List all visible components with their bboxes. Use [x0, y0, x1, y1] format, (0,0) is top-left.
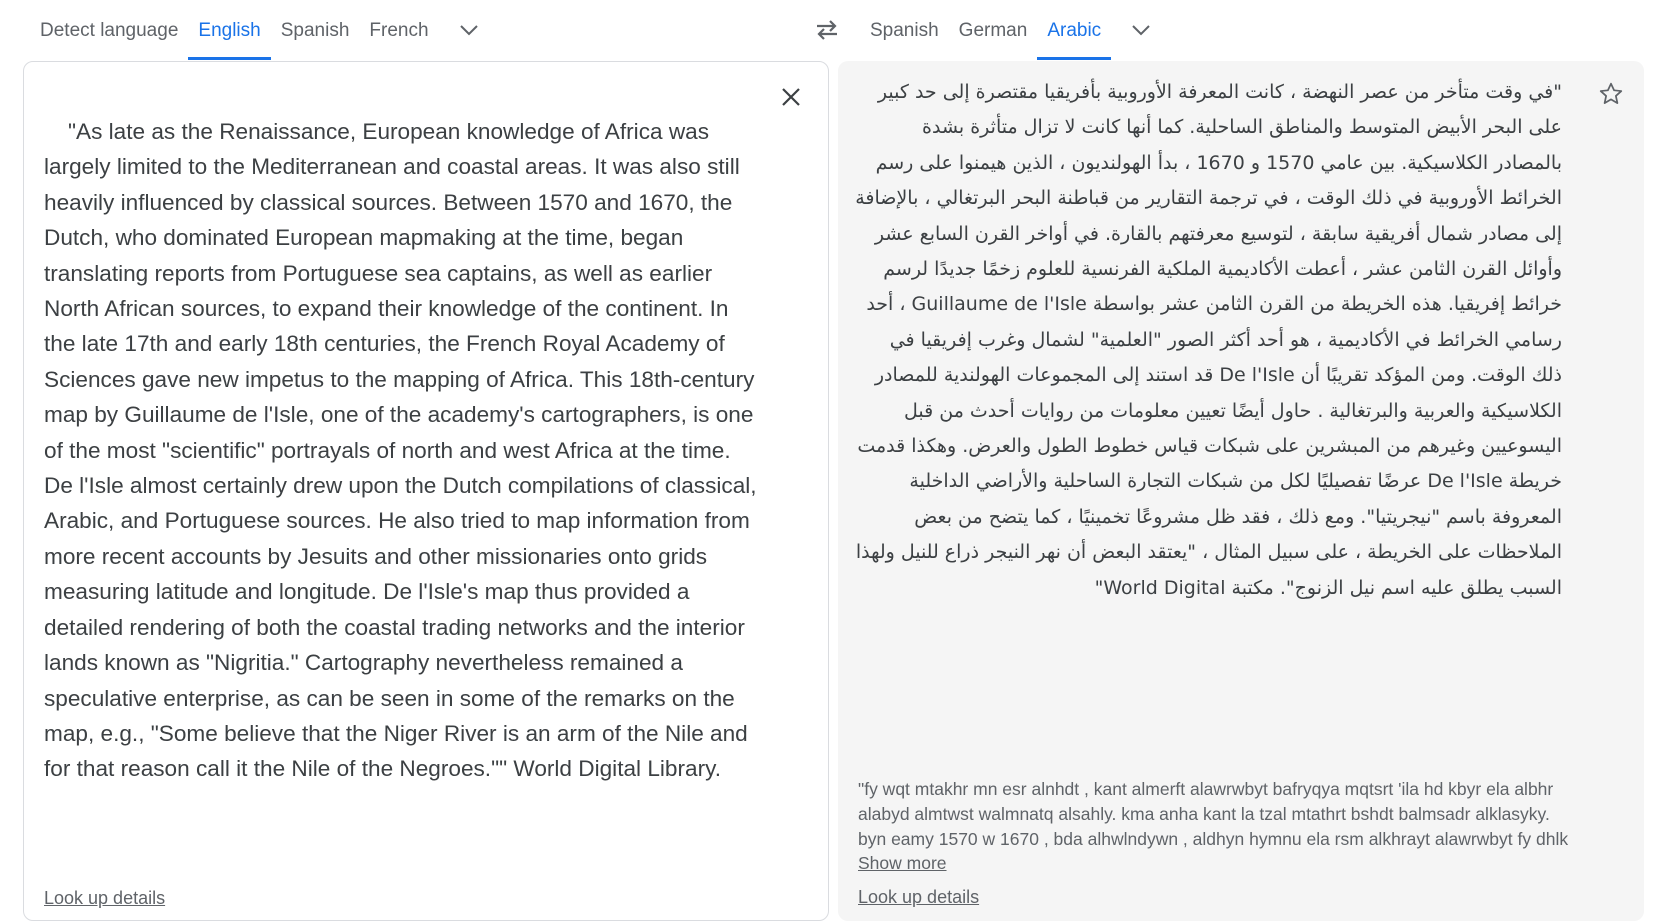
close-icon[interactable]	[776, 82, 806, 112]
show-more-link[interactable]: Show more	[858, 853, 947, 873]
source-language-bar	[30, 0, 481, 60]
source-panel	[23, 61, 829, 921]
source-tab-english[interactable]: English	[188, 0, 270, 60]
source-tab-detect-language[interactable]: Detect language	[40, 20, 179, 41]
transliteration-text: "fy wqt mtakhr mn esr alnhdt , kant almerft alawrwbyt bafryqya mqtsrt 'ila hd kbyr ela albhr alabyd almtwst walmnatq alsahly. kma anha kant la tzal mtathrt bshdt balmsadr alklasyky. byn eamy 1570 w 1670 , bda alhwlndywn , aldhyn hymnu ela rsm alkhrayt alawrwbyt fy dhlk	[858, 779, 1569, 849]
target-tab-german[interactable]: German	[958, 20, 1028, 41]
target-language-bar	[860, 0, 1153, 60]
target-tab-arabic[interactable]: Arabic	[1037, 0, 1111, 60]
look-up-details-link[interactable]: Look up details	[858, 887, 980, 907]
translation-panel	[838, 61, 1644, 921]
chevron-down-icon[interactable]	[1129, 18, 1153, 42]
translation-text: "في وقت متأخر من عصر النهضة ، كانت المعرفة الأوروبية بأفريقيا مقتصرة إلى حد كبير على البحر الأبيض المتوسط والمناطق الساحلية. كما أنها كانت لا تزال متأثرة بشدة بالمصادر الكلاسيكية. بين عامي 1570 و 1670 ، بدأ الهولنديون ، الذين هيمنوا على رسم الخرائط الأوروبية في ذلك الوقت ، في ترجمة التقارير من قباطنة البحر البرتغالي ، بالإضافة إلى مصادر شمال أفريقية سابقة ، لتوسيع معرفتهم بالقارة. في أواخر القرن السابع عشر وأوائل القرن الثامن عشر ، أعطت الأكاديمية الملكية الفرنسية للعلوم زخمًا جديدًا لرسم خرائط إفريقيا. هذه الخريطة من القرن الثامن عشر بواسطة Guillaume de l'Isle ، أحد رسامي الخرائط في الأكاديمية ، هو أحد أكثر الصور "العلمية" لشمال وغرب إفريقيا في ذلك الوقت. ومن المؤكد تقريبًا أن De l'Isle قد استند إلى المجموعات الهولندية للمصادر الكلاسيكية والعربية والبرتغالية . حاول أيضًا تعيين معلومات من روايات أحدث من قبل اليسوعيين وغيرهم من المبشرين على شبكات قياس خطوط الطول والعرض. وهكذا قدمت خريطة De l'Isle عرضًا تفصيليًا لكل من شبكات التجارة الساحلية والأراضي الداخلية المعروفة باسم "نيجريتيا". ومع ذلك ، فقد ظل مشروعًا تخمينيًا ، كما يتضح من بعض الملاحظات على الخريطة ، على سبيل المثال ، "يعتقد البعض أن نهر النيجر ذراع للنيل ولهذا السبب يطلق عليه اسم نيل الزنوج". مكتبة World Digital"	[855, 81, 1562, 599]
target-tab-spanish[interactable]: Spanish	[870, 20, 939, 41]
swap-icon[interactable]	[813, 18, 841, 42]
source-tab-french[interactable]: French	[369, 20, 429, 41]
look-up-details-link[interactable]: Look up details	[44, 888, 166, 908]
star-icon[interactable]	[1596, 79, 1626, 109]
chevron-down-icon[interactable]	[457, 18, 481, 42]
source-text[interactable]: "As late as the Renaissance, European knowledge of Africa was largely limited to the Mediterranean and coastal areas. It was also still heavily influenced by classical sources. Between 1570 and 1670, the Dutch, who dominated European mapmaking at the time, began translating reports from Portuguese sea captains, as well as earlier North African sources, to expand their knowledge of the continent. In the late 17th and early 18th centuries, the French Royal Academy of Sciences gave new impetus to the mapping of Africa. This 18th-century map by Guillaume de l'Isle, one of the academy's cartographers, is one of the most "scientific" portrayals of north and west Africa at the time. De l'Isle almost certainly drew upon the Dutch compilations of classical, Arabic, and Portuguese sources. He also tried to map information from more recent accounts by Jesuits and other missionaries onto grids measuring latitude and longitude. De l'Isle's map thus provided a detailed rendering of both the coastal trading networks and the interior lands known as "Nigritia." Cartography nevertheless remained a speculative enterprise, as can be seen in some of the remarks on the map, e.g., "Some believe that the Niger River is an arm of the Nile and for that reason call it the Nile of the Negroes."" World Digital Library.	[44, 119, 757, 782]
source-tab-spanish[interactable]: Spanish	[280, 20, 350, 41]
